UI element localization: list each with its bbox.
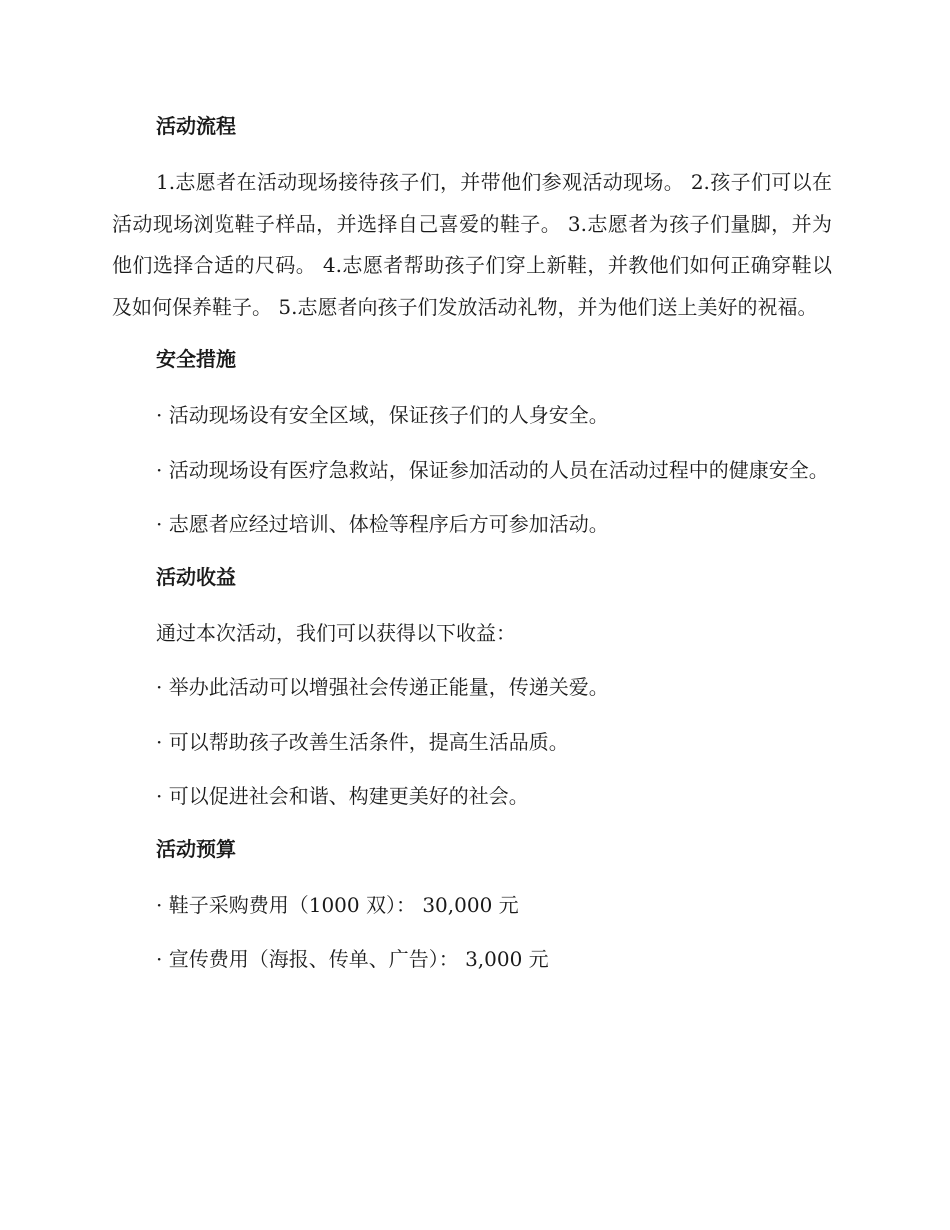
benefits-intro: 通过本次活动，我们可以获得以下收益：	[156, 620, 516, 645]
section-heading-safety: 安全措施	[156, 347, 236, 371]
budget-item: · 宣传费用（海报、传单、广告）： 3,000 元	[156, 947, 549, 971]
safety-item: · 志愿者应经过培训、体检等程序后方可参加活动。	[156, 512, 609, 536]
document-page	[112, 108, 832, 994]
process-paragraph: 1.志愿者在活动现场接待孩子们，并带他们参观活动现场。 2.孩子们可以在活动现场浏览鞋子样品，并选择自己喜爱的鞋子。 3.志愿者为孩子们量脚，并为他们选择合适的尺码。 4.志愿者帮助孩子们穿上新鞋，并教他们如何正确穿鞋以及如何保养鞋子。 5.志愿者向孩子们发放活动礼物，并为他们送上美好的祝福。	[112, 170, 832, 319]
benefits-item: · 可以促进社会和谐、构建更美好的社会。	[156, 784, 529, 808]
safety-item: · 活动现场设有医疗急救站，保证参加活动的人员在活动过程中的健康安全。	[156, 457, 829, 482]
section-heading-budget: 活动预算	[156, 836, 236, 861]
safety-item: · 活动现场设有安全区域，保证孩子们的人身安全。	[156, 403, 609, 427]
budget-item: · 鞋子采购费用（1000 双）： 30,000 元	[156, 892, 519, 917]
section-heading-benefits: 活动收益	[156, 564, 236, 589]
benefits-item: · 可以帮助孩子改善生活条件，提高生活品质。	[156, 729, 569, 754]
benefits-item: · 举办此活动可以增强社会传递正能量，传递关爱。	[156, 675, 609, 699]
section-heading-process: 活动流程	[156, 114, 236, 138]
